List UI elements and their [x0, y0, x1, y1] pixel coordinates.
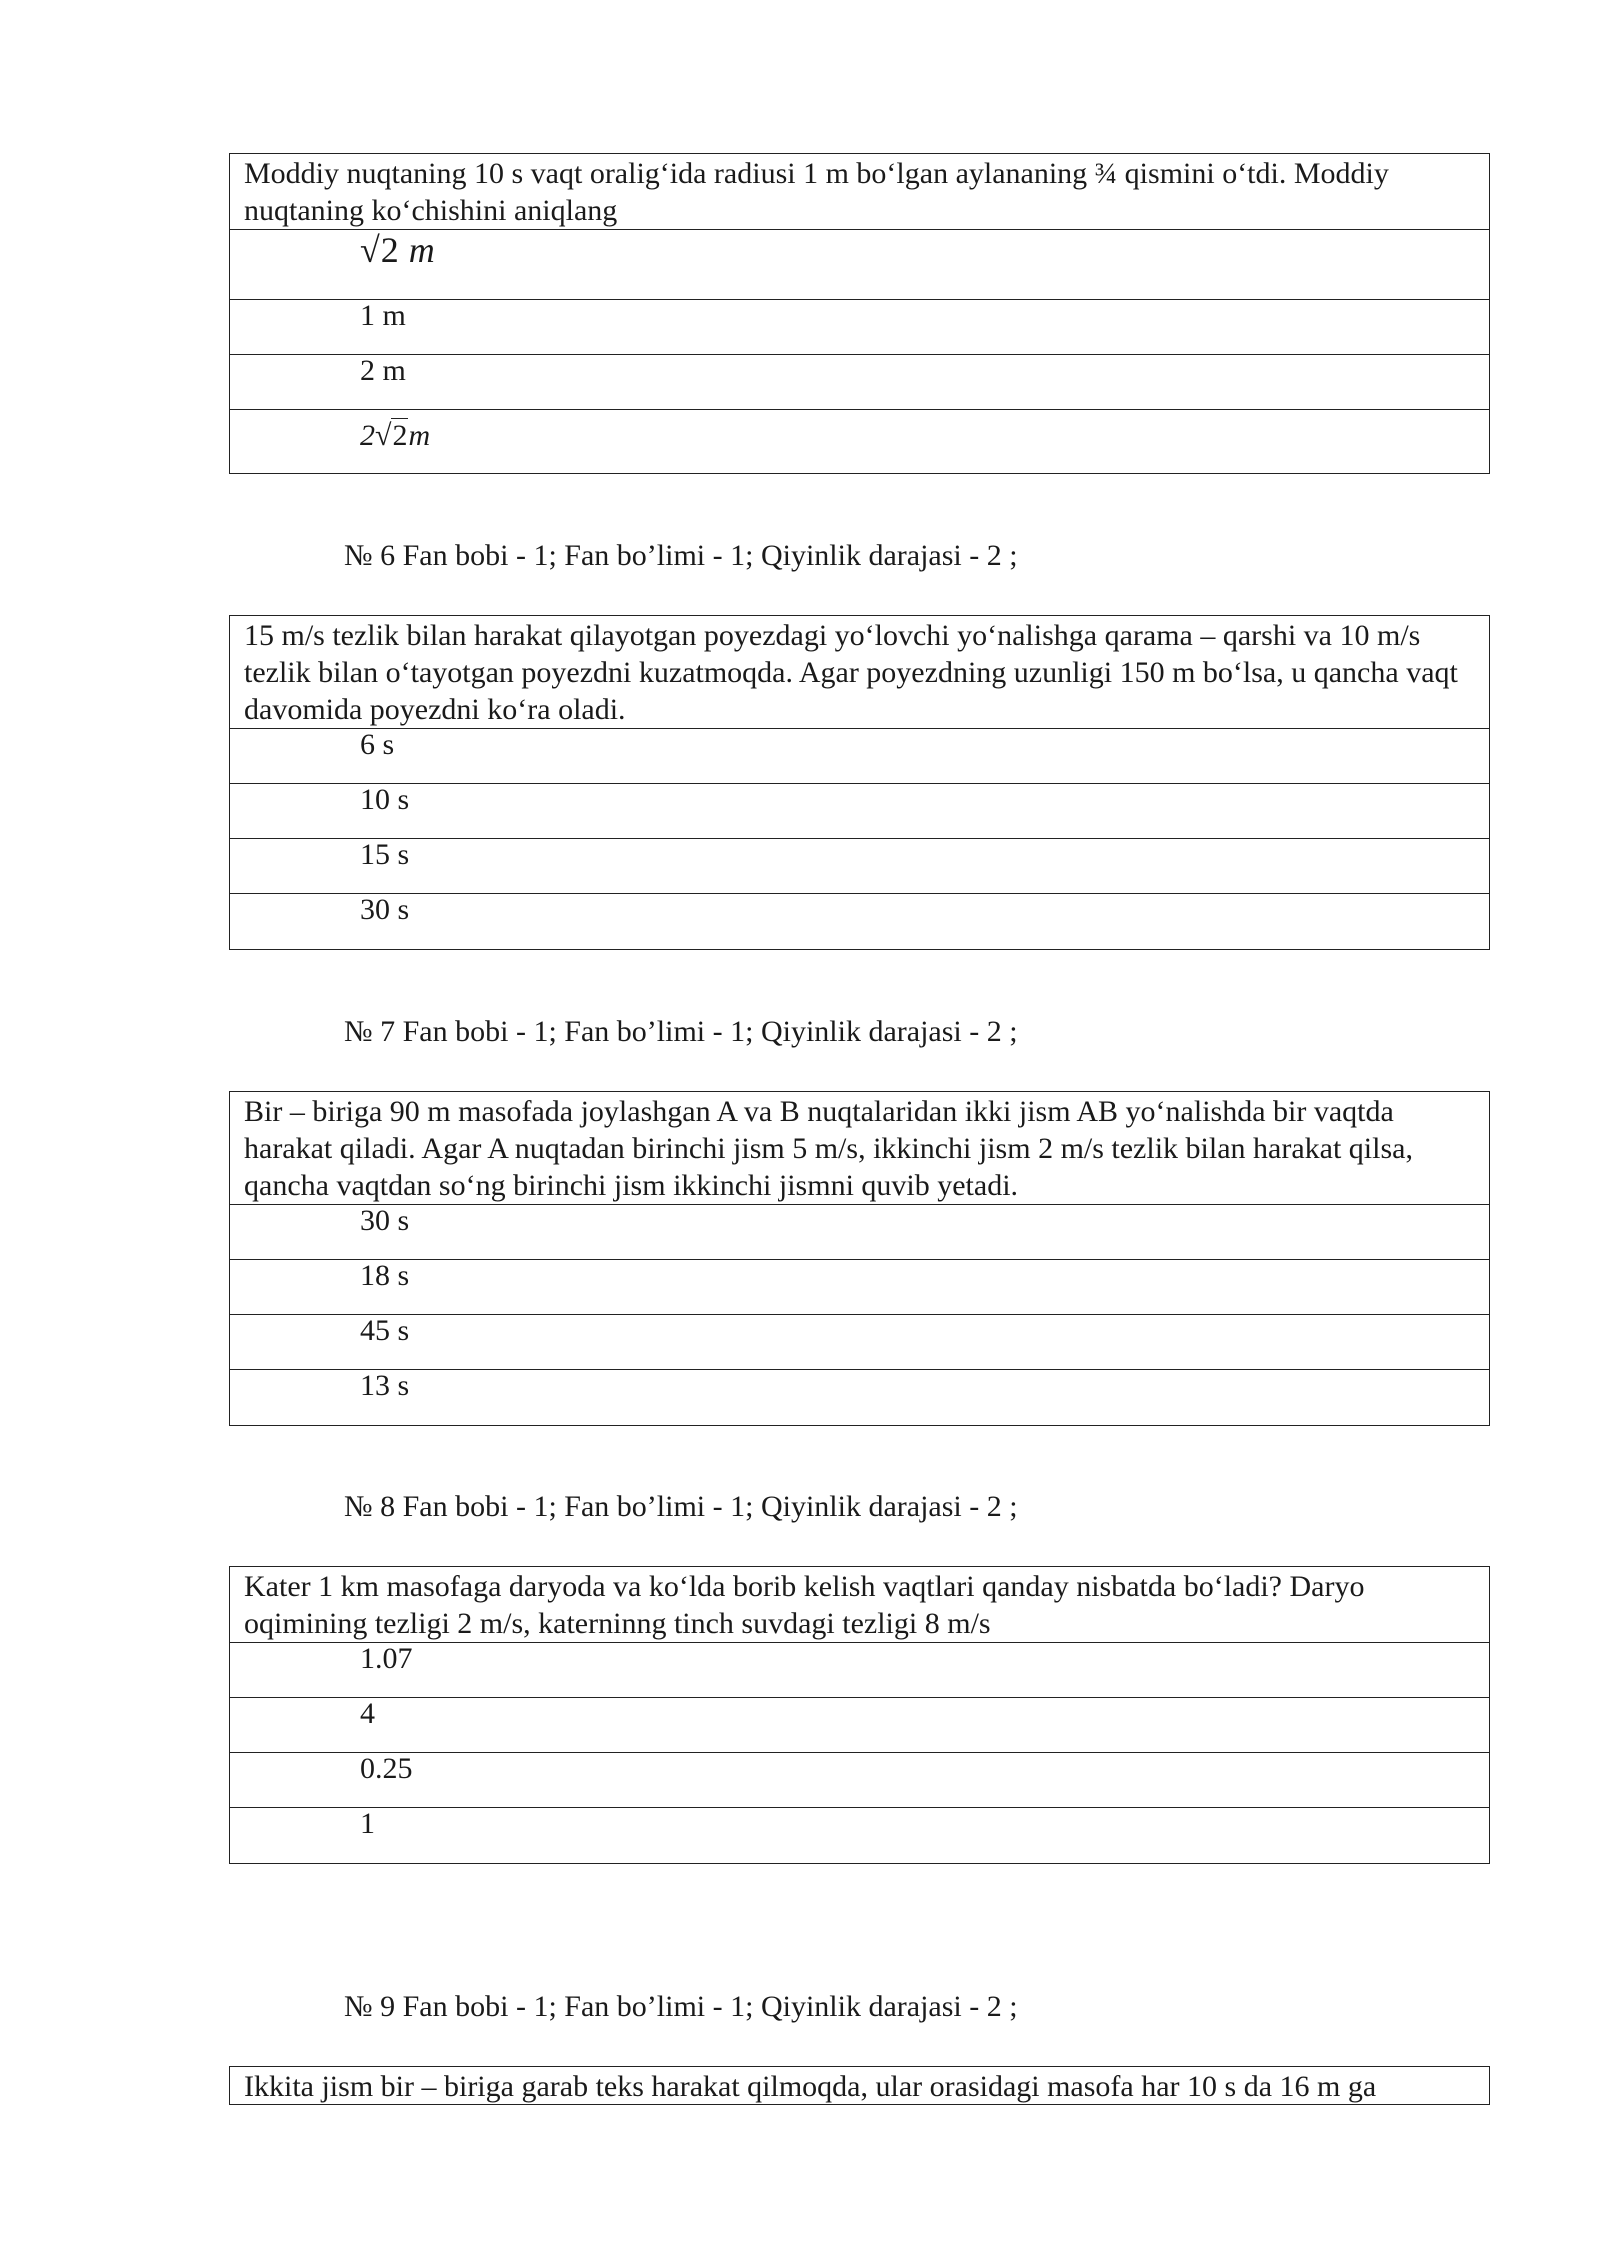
option-unit: m: [408, 230, 435, 270]
answer-option-3[interactable]: 0.25: [230, 1753, 1489, 1808]
option-coefficient: 2: [360, 419, 375, 452]
question-8-text: Kater 1 km masofaga daryoda va ko‘lda borib kelish vaqtlari qanday nisbatda bo‘ladi? Daryo oqimining tezligi 2 m/s, katerninng tinch suvdagi tezligi 8 m/s: [230, 1567, 1489, 1643]
answer-option-2[interactable]: 18 s: [230, 1260, 1489, 1315]
question-6-heading: № 6 Fan bobi - 1; Fan bo’limi - 1; Qiyinlik darajasi - 2 ;: [344, 539, 1018, 572]
answer-option-1[interactable]: [230, 230, 1489, 300]
question-7-table: [229, 1091, 1490, 1426]
sqrt-symbol: √2: [375, 419, 408, 452]
answer-option-1[interactable]: 30 s: [230, 1205, 1489, 1260]
question-9-text: Ikkita jism bir – biriga garab teks harakat qilmoqda, ular orasidagi masofa har 10 s da 16 m ga: [244, 2070, 1377, 2103]
answer-option-4[interactable]: 1: [360, 1807, 375, 1840]
question-7-text: Bir – biriga 90 m masofada joylashgan A va B nuqtalaridan ikki jism AB yo‘nalishda bir vaqtda harakat qiladi. Agar A nuqtadan birinchi jism 5 m/s, ikkinchi jism 2 m/s tezlik bilan harakat qilsa, qancha vaqtdan so‘ng birinchi jism ikkinchi jismni quvib yetadi.: [230, 1092, 1489, 1205]
answer-option-3[interactable]: 45 s: [230, 1315, 1489, 1370]
answer-option-2[interactable]: 4: [230, 1698, 1489, 1753]
question-8-table: [229, 1566, 1490, 1864]
question-8-heading: № 8 Fan bobi - 1; Fan bo’limi - 1; Qiyinlik darajasi - 2 ;: [344, 1490, 1018, 1523]
answer-option-3[interactable]: 2 m: [230, 355, 1489, 410]
sqrt-symbol: √2: [360, 230, 399, 270]
question-5-text: Moddiy nuqtaning 10 s vaqt oralig‘ida radiusi 1 m bo‘lgan aylananing ¾ qismini o‘tdi. Moddiy nuqtaning ko‘chishini aniqlang: [230, 154, 1489, 230]
answer-option-2[interactable]: 1 m: [230, 300, 1489, 355]
answer-option-1[interactable]: 1.07: [230, 1643, 1489, 1698]
answer-option-4[interactable]: 30 s: [360, 893, 410, 926]
question-6-text: 15 m/s tezlik bilan harakat qilayotgan poyezdagi yo‘lovchi yo‘nalishga qarama – qarshi va 10 m/s tezlik bilan o‘tayotgan poyezdni kuzatmoqda. Agar poyezdning uzunligi 150 m bo‘lsa, u qancha vaqt davomida poyezdni ko‘ra oladi.: [230, 616, 1489, 729]
question-9-heading: № 9 Fan bobi - 1; Fan bo’limi - 1; Qiyinlik darajasi - 2 ;: [344, 1990, 1018, 2023]
answer-option-1[interactable]: 6 s: [230, 729, 1489, 784]
option-unit: m: [408, 419, 431, 452]
answer-option-2[interactable]: 10 s: [230, 784, 1489, 839]
answer-option-4[interactable]: [230, 410, 1489, 473]
answer-option-4[interactable]: 13 s: [360, 1369, 410, 1402]
question-9-table: [229, 2066, 1490, 2105]
answer-option-3[interactable]: 15 s: [230, 839, 1489, 894]
question-5-table: [229, 153, 1490, 474]
question-6-table: [229, 615, 1490, 950]
question-7-heading: № 7 Fan bobi - 1; Fan bo’limi - 1; Qiyinlik darajasi - 2 ;: [344, 1015, 1018, 1048]
